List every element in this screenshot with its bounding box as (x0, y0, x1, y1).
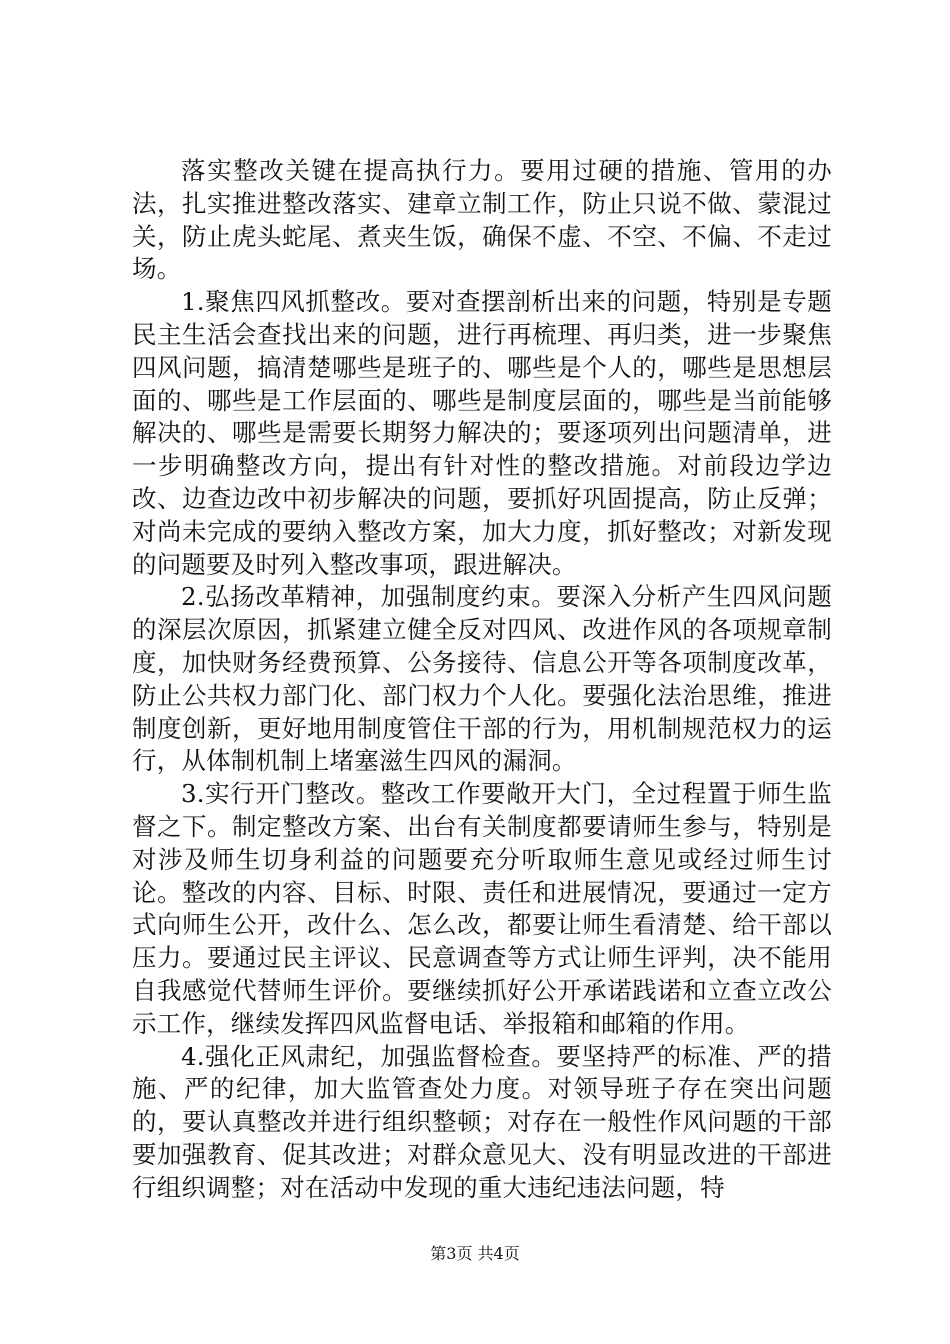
paragraph-item-2: 2.弘扬改革精神，加强制度约束。要深入分析产生四风问题的深层次原因，抓紧建立健全反对四风、改进作风的各项规章制度，加快财务经费预算、公务接待、信息公开等各项制度改革，防止公共权力部门化、部门权力个人化。要强化法治思维，推进制度创新，更好地用制度管住干部的行为，用机制规范权力的运行，从体制机制上堵塞滋生四风的漏洞。 (132, 582, 832, 776)
paragraph-item-4: 4.强化正风肃纪，加强监督检查。要坚持严的标准、严的措施、严的纪律，加大监管查处力度。对领导班子存在突出问题的，要认真整改并进行组织整顿；对存在一般性作风问题的干部要加强教育、促其改进；对群众意见大、没有明显改进的干部进行组织调整；对在活动中发现的重大违纪违法问题，特 (132, 1041, 832, 1202)
page-footer: 第3页 共4页 (430, 1244, 520, 1263)
paragraph-intro: 落实整改关键在提高执行力。要用过硬的措施、管用的办法，扎实推进整改落实、建章立制工作，防止只说不做、蒙混过关，防止虎头蛇尾、煮夹生饭，确保不虚、不空、不偏、不走过场。 (132, 156, 832, 284)
document-body (132, 155, 832, 1205)
paragraph-item-3: 3.实行开门整改。整改工作要敞开大门，全过程置于师生监督之下。制定整改方案、出台有关制度都要请师生参与，特别是对涉及师生切身利益的问题要充分听取师生意见或经过师生讨论。整改的内容、目标、时限、责任和进展情况，要通过一定方式向师生公开，改什么、怎么改，都要让师生看清楚、给干部以压力。要通过民主评议、民意调查等方式让师生评判，决不能用自我感觉代替师生评价。要继续抓好公开承诺践诺和立查立改公示工作，继续发挥四风监督电话、举报箱和邮箱的作用。 (132, 779, 832, 1038)
paragraph-item-1: 1.聚焦四风抓整改。要对查摆剖析出来的问题，特别是专题民主生活会查找出来的问题，进行再梳理、再归类，进一步聚焦四风问题，搞清楚哪些是班子的、哪些是个人的，哪些是思想层面的、哪些是工作层面的、哪些是制度层面的，哪些是当前能够解决的、哪些是需要长期努力解决的；要逐项列出问题清单，进一步明确整改方向，提出有针对性的整改措施。对前段边学边改、边查边改中初步解决的问题，要抓好巩固提高，防止反弹；对尚未完成的要纳入整改方案，加大力度，抓好整改；对新发现的问题要及时列入整改事项，跟进解决。 (132, 287, 832, 579)
